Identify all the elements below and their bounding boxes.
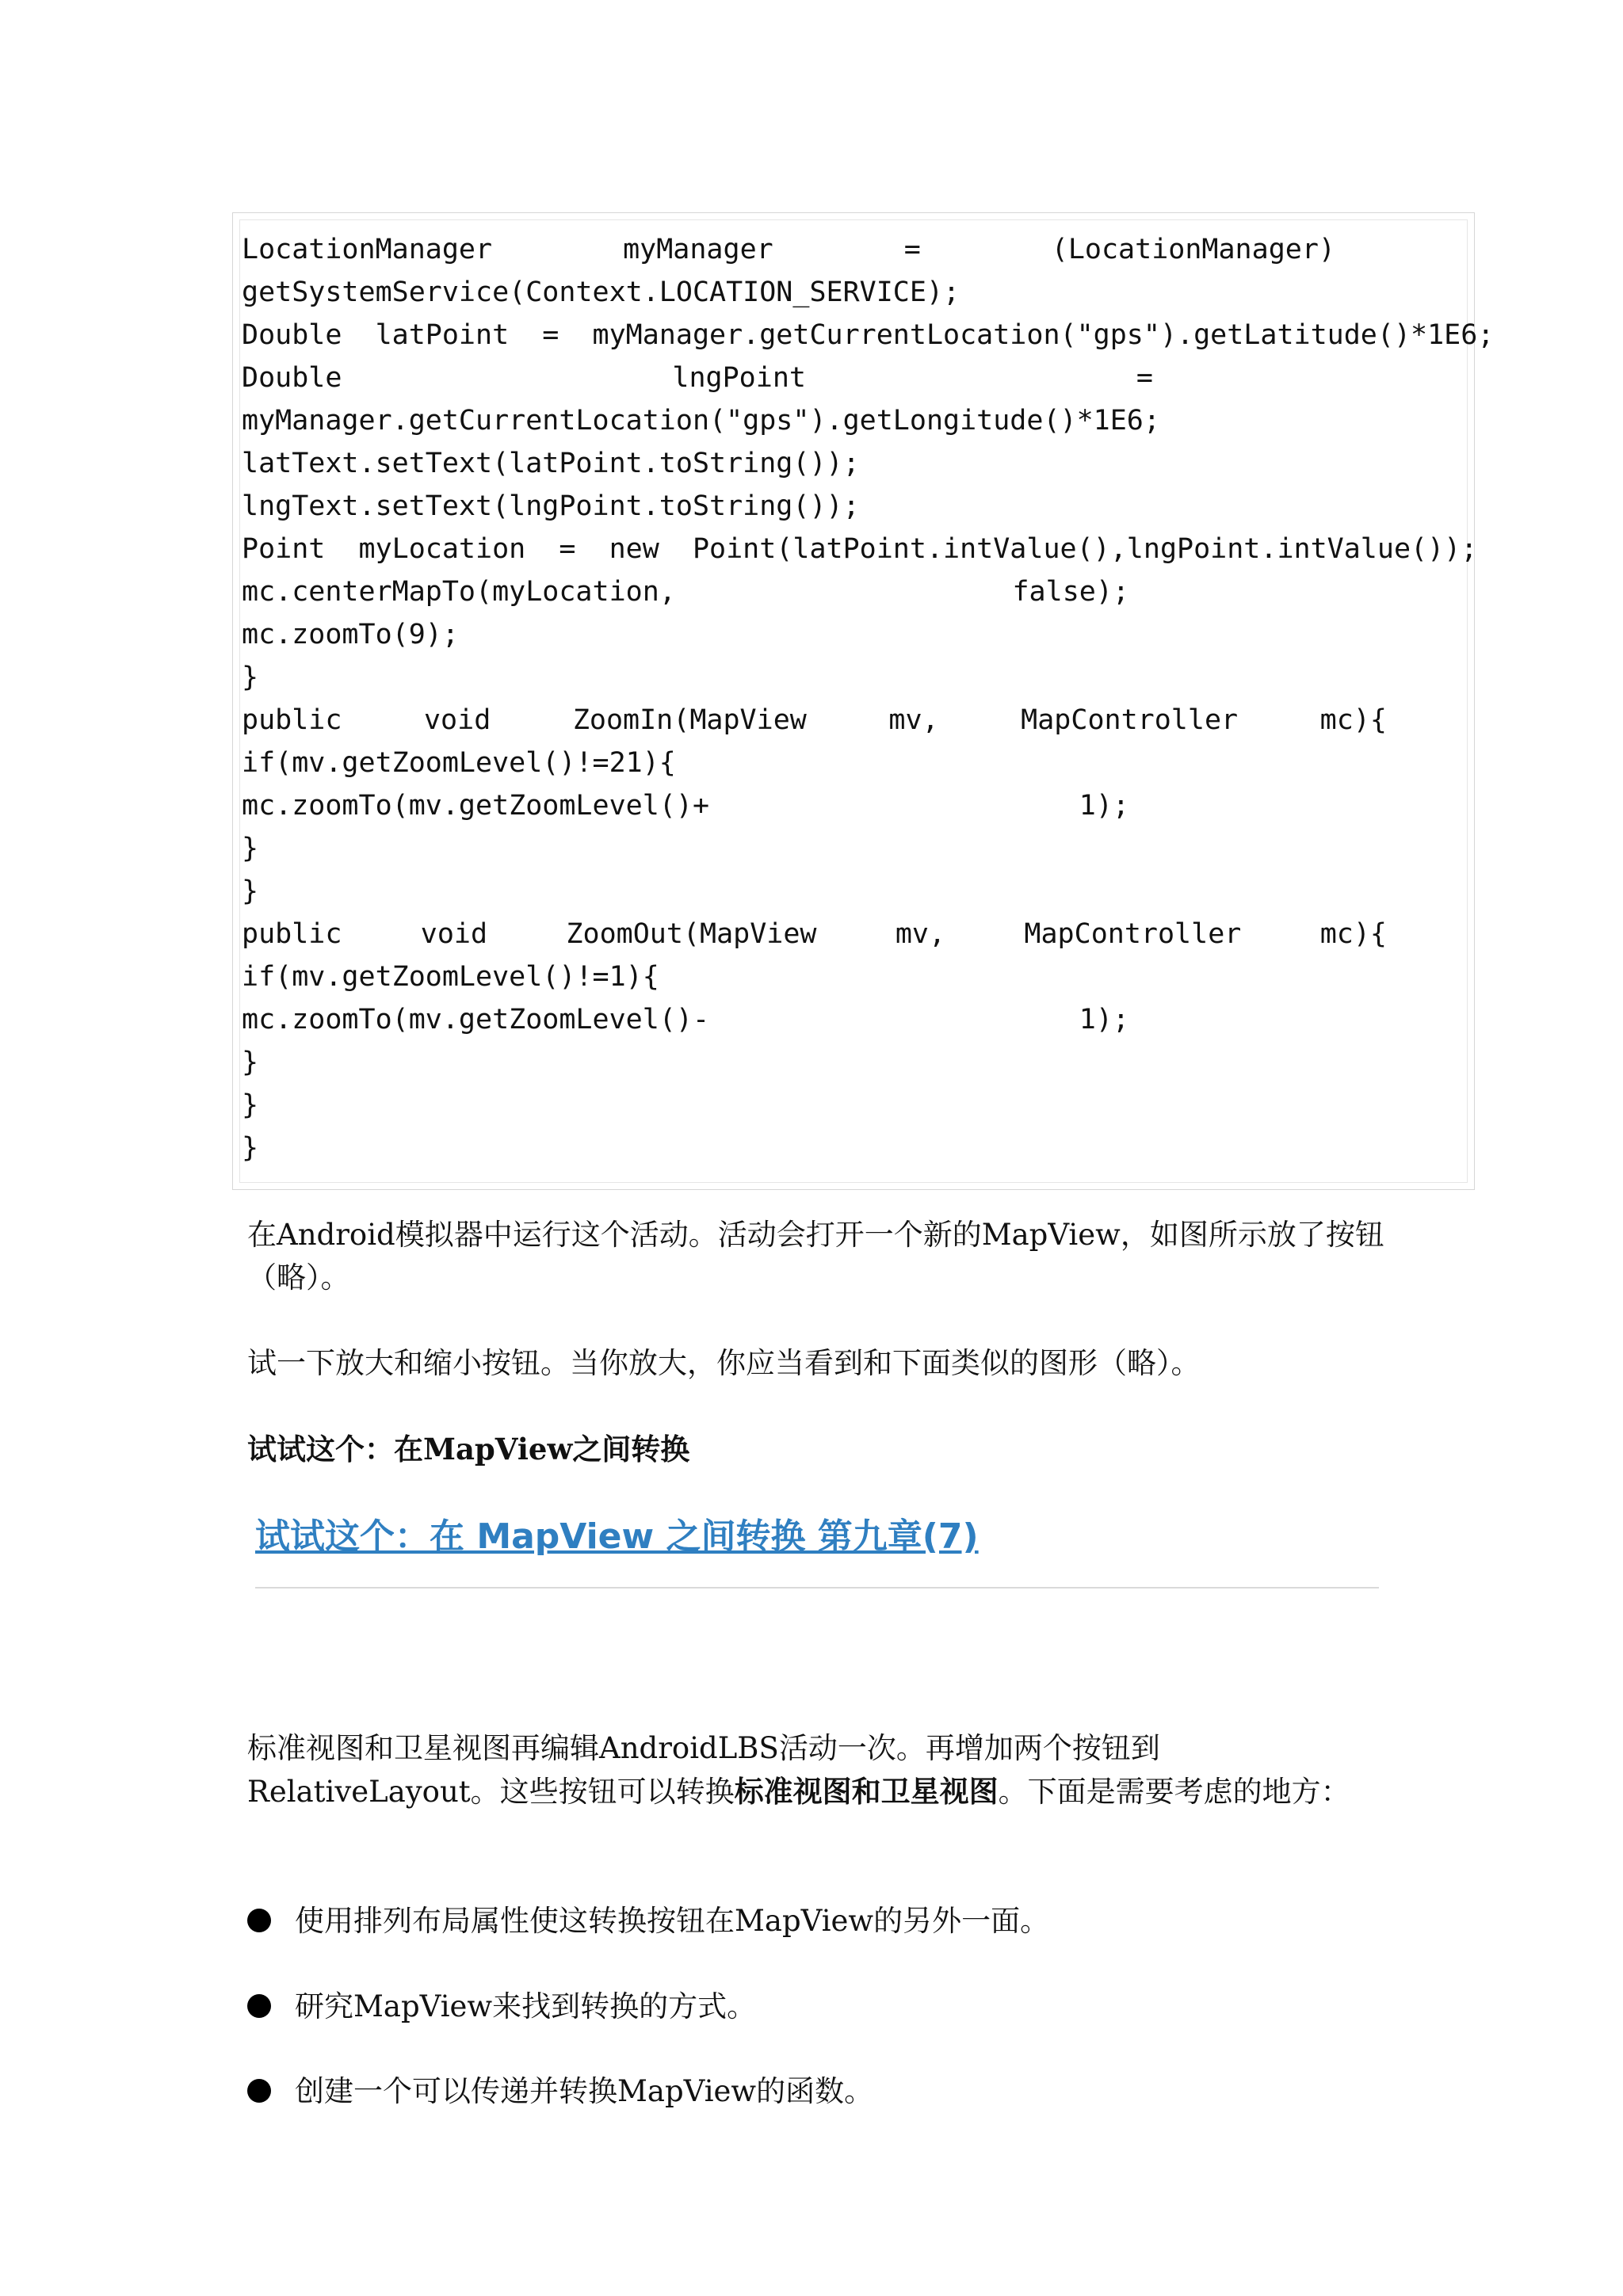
code-token: =: [1136, 362, 1153, 394]
code-token: Double latPoint = myManager.getCurrentLocation("gps").getLatitude()*1E6;: [242, 319, 1495, 351]
code-token: Point myLocation = new Point(latPoint.intValue(),lngPoint.intValue());: [242, 533, 1478, 565]
code-line: [242, 699, 1387, 742]
code-token: mc.centerMapTo(myLocation,: [242, 576, 676, 608]
code-line: [242, 399, 1446, 442]
code-token: LocationManager: [242, 234, 493, 265]
paragraph-try-zoom: 试一下放大和缩小按钮。当你放大，你应当看到和下面类似的图形（略）。: [247, 1346, 1201, 1380]
code-token: Double: [242, 362, 342, 394]
code-token: if(mv.getZoomLevel()!=1){: [242, 961, 659, 993]
bullet-item: [247, 2070, 1388, 2113]
code-token: =: [903, 234, 921, 265]
code-token: mc){: [1319, 918, 1387, 950]
bullet-dot-icon: [247, 1909, 271, 1932]
bullet-text: 使用排列布局属性使这转换按钮在MapView的另外一面。: [295, 1904, 1050, 1938]
code-line: [242, 613, 1446, 656]
code-token: (LocationManager): [1051, 234, 1335, 265]
code-token: mc){: [1319, 704, 1387, 736]
code-token: }: [242, 1089, 259, 1121]
code-line: [242, 1084, 1446, 1127]
code-token: }: [242, 833, 259, 864]
code-token: lngPoint: [672, 362, 806, 394]
code-line: [242, 998, 1129, 1041]
bullet-item: [247, 1900, 1388, 1943]
code-token: if(mv.getZoomLevel()!=21){: [242, 747, 676, 779]
code-token: MapController: [1021, 704, 1239, 736]
code-token: }: [242, 662, 259, 693]
code-line: [242, 784, 1129, 827]
code-token: public: [242, 704, 342, 736]
paragraph-text-part2: 。下面是需要考虑的地方：: [998, 1775, 1350, 1809]
bullet-item: [247, 1985, 1388, 2028]
code-line: [242, 271, 1446, 314]
code-line: [242, 1041, 1446, 1084]
code-token: }: [242, 1132, 259, 1164]
code-token: MapController: [1024, 918, 1242, 950]
bullet-dot-icon: [247, 1994, 271, 2018]
bullet-text: 创建一个可以传递并转换MapView的函数。: [295, 2074, 874, 2108]
code-line: [242, 656, 1446, 699]
code-line: [242, 955, 1446, 998]
code-line: [242, 913, 1387, 955]
code-line: [242, 442, 1446, 485]
code-token: }: [242, 875, 259, 907]
bullet-text: 研究MapView来找到转换的方式。: [295, 1989, 757, 2023]
code-token: void: [423, 704, 491, 736]
code-line: [242, 1127, 1446, 1169]
paragraph-bold-text: 标准视图和卫星视图: [734, 1774, 999, 1809]
paragraph-text-part1: 标准视图和卫星视图再编辑AndroidLBS活动一次。再增加两个按钮到RelativeLayout。这些按钮可以转换: [247, 1731, 1160, 1809]
code-line: [242, 228, 1335, 271]
code-token: mc.zoomTo(9);: [242, 619, 459, 650]
code-line: [242, 528, 1478, 570]
code-line: [242, 357, 1153, 399]
code-token: ZoomOut(MapView: [566, 918, 817, 950]
code-token: public: [242, 918, 342, 950]
code-token: ZoomIn(MapView: [572, 704, 807, 736]
code-token: lngText.setText(lngPoint.toString());: [242, 490, 860, 522]
code-token: mv,: [895, 918, 946, 950]
code-token: myManager.getCurrentLocation("gps").getLongitude()*1E6;: [242, 405, 1160, 437]
code-token: mv,: [888, 704, 939, 736]
code-line: [242, 827, 1446, 870]
paragraph-run-activity: 在Android模拟器中运行这个活动。活动会打开一个新的MapView，如图所示放了按钮（略）。: [247, 1218, 1384, 1295]
code-line: [242, 742, 1446, 784]
chapter-heading-link[interactable]: 试试这个：在 MapView 之间转换 第九章(7): [255, 1516, 979, 1557]
code-line: [242, 314, 1495, 357]
code-token: latText.setText(latPoint.toString());: [242, 448, 860, 479]
code-token: }: [242, 1047, 259, 1078]
code-line: [242, 485, 1446, 528]
code-token: myManager: [623, 234, 773, 265]
code-token: void: [420, 918, 488, 950]
code-token: getSystemService(Context.LOCATION_SERVICE);: [242, 277, 960, 308]
code-token: mc.zoomTo(mv.getZoomLevel()-: [242, 1004, 710, 1035]
heading-divider: [255, 1587, 1379, 1589]
code-token: 1);: [1079, 790, 1129, 822]
section-title-try-this: 试试这个：在MapView之间转换: [247, 1432, 690, 1466]
code-token: false);: [1012, 576, 1129, 608]
code-token: 1);: [1079, 1004, 1129, 1035]
code-line: [242, 570, 1129, 613]
code-token: mc.zoomTo(mv.getZoomLevel()+: [242, 790, 710, 822]
code-line: [242, 870, 1446, 913]
paragraph-standard-satellite: [247, 1727, 1388, 1814]
bullet-dot-icon: [247, 2079, 271, 2103]
